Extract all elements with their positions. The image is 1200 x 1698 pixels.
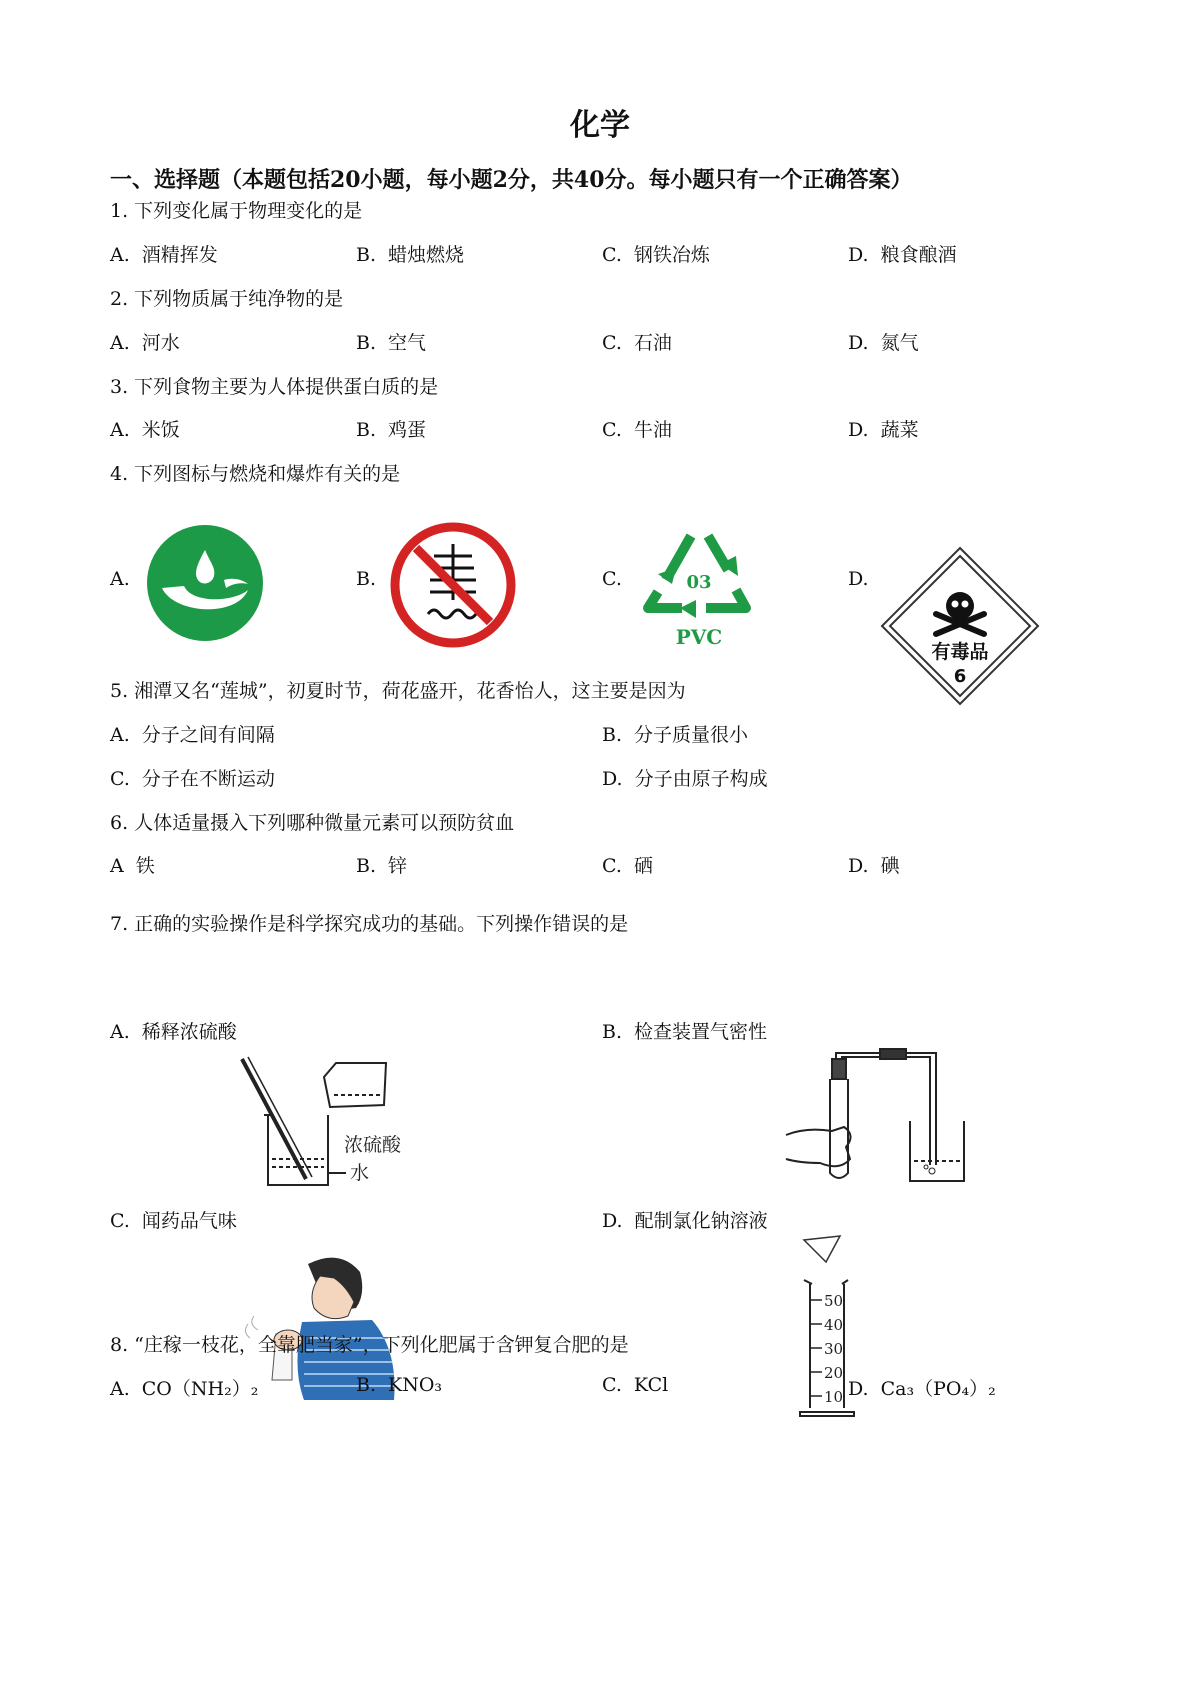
option-text: 空气 [388,332,427,354]
option-text: 酒精挥发 [141,244,218,266]
question-3-stem: 3. 下列食物主要为人体提供蛋白质的是 [110,376,439,398]
question-2-stem: 2. 下列物质属于纯净物的是 [110,288,344,310]
option-label: C. [602,855,622,877]
option-label: C. [602,1374,622,1396]
q5-option-a[interactable] [110,720,275,747]
option-label: B. [602,1021,623,1043]
q3-option-c[interactable] [602,415,672,442]
cylinder-tick-label: 50 [824,1292,844,1310]
question-4-stem: 4. 下列图标与燃烧和爆炸有关的是 [110,463,401,485]
option-text: 铁 [135,855,155,877]
option-label: C. [110,1210,130,1232]
option-text: 检查装置气密性 [634,1021,768,1043]
option-text: 锌 [388,855,408,877]
option-label: A [110,855,124,877]
q6-option-c[interactable] [602,851,653,878]
q5-option-b[interactable] [602,720,748,747]
option-label: D. [848,419,869,441]
option-label: B. [356,244,377,266]
option-label: D. [848,1378,869,1400]
q8-option-c[interactable] [602,1374,668,1396]
q1-option-c[interactable] [602,240,710,267]
cylinder-tick-label: 30 [824,1340,844,1358]
option-text: 氮气 [880,332,919,354]
option-label: C. [110,768,130,790]
question-1-stem: 1. 下列变化属于物理变化的是 [110,200,363,222]
toxic-class: 6 [953,666,967,687]
option-label: A. [110,1021,130,1043]
option-text: 配制氯化钠溶液 [634,1210,768,1232]
q2-option-b[interactable] [356,328,426,355]
q4-option-d-label[interactable]: D. [848,568,869,590]
question-6-stem: 6. 人体适量摄入下列哪种微量元素可以预防贫血 [110,812,515,834]
recycle-pvc-sign-icon [636,522,762,650]
section-heading: 一、选择题（本题包括20小题，每小题2分，共40分。每小题只有一个正确答案） [110,167,913,193]
option-label: D. [848,332,869,354]
water-label: 水 [350,1162,370,1184]
option-label: D. [602,1210,623,1232]
q6-option-d[interactable] [848,851,900,878]
option-text: 碘 [880,855,900,877]
option-text: 分子在不断运动 [141,768,275,790]
q3-option-b[interactable] [356,415,426,442]
option-text: CO（NH₂）₂ [141,1378,259,1400]
cylinder-tick-label: 10 [824,1388,844,1406]
option-text: 钢铁冶炼 [633,244,710,266]
option-label: C. [602,244,622,266]
recycle-material: PVC [675,625,723,649]
option-label: D. [848,244,869,266]
q5-option-d[interactable] [602,764,768,791]
q1-option-a[interactable] [110,240,218,267]
q1-option-d[interactable] [848,240,957,267]
q4-option-c-label[interactable]: C. [602,568,622,590]
option-text: 蜡烛燃烧 [388,244,465,266]
option-text: 分子质量很小 [634,724,749,746]
option-text: 分子之间有间隔 [141,724,275,746]
q4-option-a-label[interactable]: A. [110,568,130,590]
page-title: 化学 [570,108,630,143]
no-burning-sign-icon [390,522,516,648]
question-7-stem: 7. 正确的实验操作是科学探究成功的基础。下列操作错误的是 [110,913,629,935]
cylinder-tick-label: 40 [824,1316,844,1334]
dilute-acid-figure [246,1055,416,1190]
option-label: C. [602,419,622,441]
option-text: KNO₃ [388,1374,443,1396]
option-text: Ca₃（PO₄）₂ [880,1378,996,1400]
option-text: 蔬菜 [880,419,919,441]
q3-option-a[interactable] [110,415,180,442]
q6-option-a[interactable] [110,851,155,878]
option-text: 粮食酿酒 [880,244,957,266]
q2-option-c[interactable] [602,328,672,355]
option-label: A. [110,724,130,746]
option-text: 稀释浓硫酸 [141,1021,237,1043]
option-label: B. [356,419,377,441]
water-saving-sign-icon [144,522,266,644]
toxic-label: 有毒品 [931,641,989,663]
q8-option-d[interactable] [848,1374,996,1401]
q7-option-c[interactable] [110,1206,237,1233]
option-text: 石油 [633,332,672,354]
option-text: 分子由原子构成 [634,768,768,790]
option-label: A. [110,419,130,441]
option-label: B. [602,724,623,746]
q7-option-b[interactable] [602,1017,767,1044]
q8-option-b[interactable] [356,1374,442,1396]
option-label: B. [356,332,377,354]
option-text: 米饭 [141,419,180,441]
recycle-number: 03 [686,572,712,593]
q5-option-c[interactable] [110,764,275,791]
toxic-substance-sign-icon [880,546,1040,706]
q8-option-a[interactable] [110,1374,258,1401]
option-text: 河水 [141,332,180,354]
option-label: B. [356,1374,377,1396]
option-label: C. [602,332,622,354]
option-label: D. [848,855,869,877]
q6-option-b[interactable] [356,851,407,878]
acid-label: 浓硫酸 [344,1134,402,1156]
option-label: A. [110,332,130,354]
question-8-stem: 8. “庄稼一枝花，全靠肥当家”，下列化肥属于含钾复合肥的是 [110,1334,629,1356]
option-label: B. [356,855,377,877]
q2-option-a[interactable] [110,328,180,355]
q7-option-d[interactable] [602,1206,768,1233]
option-text: 牛油 [633,419,672,441]
q3-option-d[interactable] [848,415,919,442]
q7-option-a[interactable] [110,1017,237,1044]
option-text: KCl [633,1374,669,1396]
q4-option-b-label[interactable]: B. [356,568,377,590]
question-5-stem: 5. 湘潭又名“莲城”，初夏时节，荷花盛开，花香怡人，这主要是因为 [110,680,686,702]
option-label: A. [110,1378,130,1400]
q2-option-d[interactable] [848,328,919,355]
option-text: 硒 [633,855,653,877]
option-label: A. [110,244,130,266]
option-text: 鸡蛋 [388,419,427,441]
airtightness-check-figure [786,1055,972,1185]
q1-option-b[interactable] [356,240,464,267]
cylinder-tick-label: 20 [824,1364,844,1382]
option-label: D. [602,768,623,790]
option-text: 闻药品气味 [141,1210,237,1232]
